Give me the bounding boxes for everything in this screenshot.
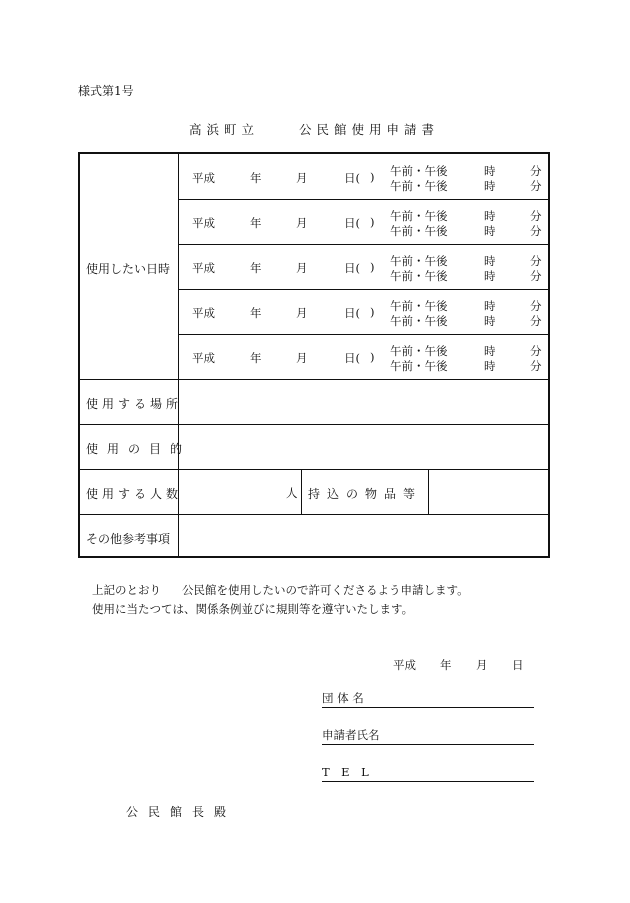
hour-label: 時: [484, 344, 496, 358]
form-title: 公民館使用申請書: [299, 122, 440, 137]
minute-label: 分: [530, 179, 542, 193]
hour-label: 時: [484, 299, 496, 313]
ampm-end: 午前・午後: [390, 359, 448, 373]
date-year: 年: [440, 658, 452, 672]
era-label: 平成: [192, 261, 215, 275]
month-label: 月: [296, 171, 308, 185]
application-table: [78, 152, 550, 558]
era-label: 平成: [192, 171, 215, 185]
ampm-start: 午前・午後: [390, 254, 448, 268]
weekday-close: ): [370, 215, 375, 229]
minute-label: 分: [530, 224, 542, 238]
year-label: 年: [250, 261, 262, 275]
minute-label: 分: [530, 164, 542, 178]
weekday-close: ): [370, 305, 375, 319]
declaration-line2: 使用に当たつては、関係条例並びに規則等を遵守いたします。: [92, 602, 414, 616]
label-other-notes: その他参考事項: [86, 532, 171, 546]
era-label: 平成: [192, 306, 215, 320]
month-label: 月: [296, 261, 308, 275]
year-label: 年: [250, 306, 262, 320]
hour-label: 時: [484, 254, 496, 268]
date-day: 日: [512, 658, 524, 672]
tel-label: T E L: [322, 765, 369, 779]
label-usage-purpose: 使用の目的: [86, 442, 192, 456]
year-label: 年: [250, 351, 262, 365]
minute-label: 分: [530, 209, 542, 223]
minute-label: 分: [530, 344, 542, 358]
applicant-name-field[interactable]: [322, 728, 534, 745]
ampm-end: 午前・午後: [390, 179, 448, 193]
form-number: 様式第1号: [78, 84, 134, 98]
group-name-label: 団 体 名: [322, 691, 364, 705]
ampm-end: 午前・午後: [390, 269, 448, 283]
addressee: 公民館長殿: [126, 805, 237, 819]
form-title-town: 高浜町立: [189, 122, 260, 137]
label-usage-datetime: 使用したい日時: [86, 262, 171, 276]
label-usage-people: 使用する人数: [86, 487, 183, 501]
weekday-close: ): [370, 260, 375, 274]
hour-label: 時: [484, 179, 496, 193]
era-label: 平成: [192, 216, 215, 230]
minute-label: 分: [530, 314, 542, 328]
hour-label: 時: [484, 314, 496, 328]
hour-label: 時: [484, 209, 496, 223]
weekday-close: ): [370, 170, 375, 184]
month-label: 月: [296, 306, 308, 320]
people-unit: 人: [286, 486, 298, 500]
weekday-close: ): [370, 350, 375, 364]
declaration-line1-prefix: 上記のとおり: [92, 583, 161, 597]
day-label: 日(: [344, 351, 360, 365]
minute-label: 分: [530, 269, 542, 283]
day-label: 日(: [344, 171, 360, 185]
month-label: 月: [296, 216, 308, 230]
hour-label: 時: [484, 269, 496, 283]
hour-label: 時: [484, 359, 496, 373]
hour-label: 時: [484, 224, 496, 238]
day-label: 日(: [344, 306, 360, 320]
label-usage-place: 使用する場所: [86, 397, 183, 411]
group-name-field[interactable]: [322, 691, 534, 708]
date-era: 平成: [393, 658, 416, 672]
minute-label: 分: [530, 254, 542, 268]
month-label: 月: [296, 351, 308, 365]
declaration-line1: 公民館を使用したいので許可くださるよう申請します。: [182, 583, 469, 597]
ampm-start: 午前・午後: [390, 344, 448, 358]
year-label: 年: [250, 216, 262, 230]
date-month: 月: [476, 658, 488, 672]
label-items-brought: 持込の物品等: [308, 487, 423, 501]
year-label: 年: [250, 171, 262, 185]
ampm-start: 午前・午後: [390, 209, 448, 223]
applicant-name-label: 申請者氏名: [322, 728, 380, 742]
ampm-start: 午前・午後: [390, 299, 448, 313]
ampm-start: 午前・午後: [390, 164, 448, 178]
minute-label: 分: [530, 299, 542, 313]
minute-label: 分: [530, 359, 542, 373]
era-label: 平成: [192, 351, 215, 365]
day-label: 日(: [344, 261, 360, 275]
tel-field[interactable]: [322, 765, 534, 782]
ampm-end: 午前・午後: [390, 224, 448, 238]
hour-label: 時: [484, 164, 496, 178]
day-label: 日(: [344, 216, 360, 230]
ampm-end: 午前・午後: [390, 314, 448, 328]
